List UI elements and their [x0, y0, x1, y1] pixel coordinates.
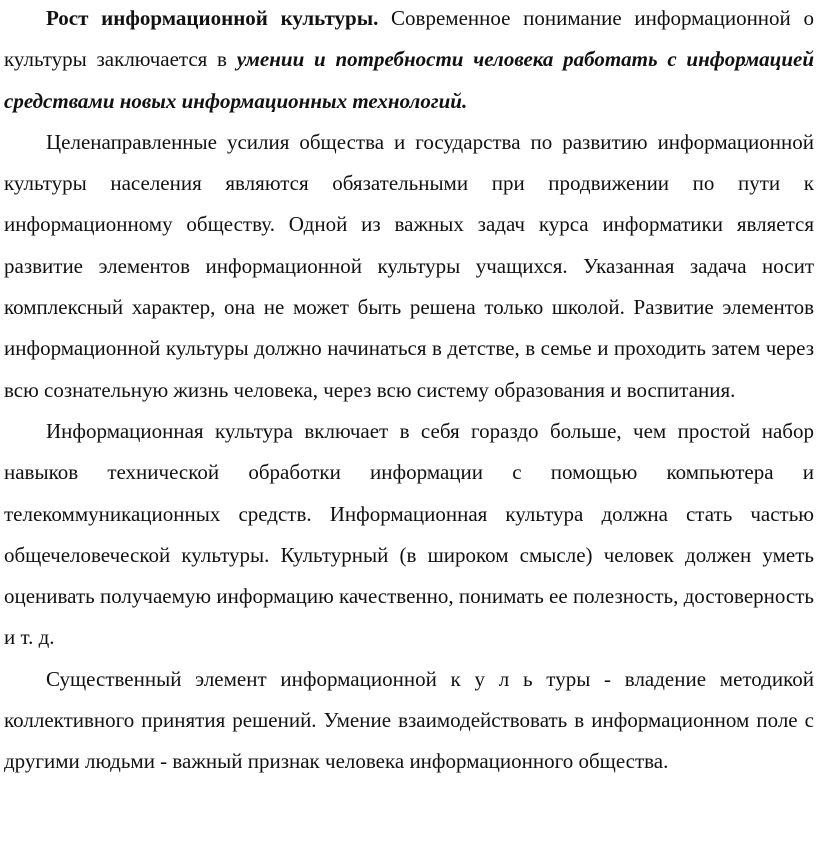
- paragraph-culture-includes: Информационная культура включает в себя гораздо больше, чем простой набор навыков технической обработки информации с помощью компьютера и телекоммуникационных средств. Информационная культура должна стать частью общечеловеческой культуры. Культурный (в широком смысле) человек должен уметь оценивать получаемую информацию качественно, понимать ее полезность, достоверность и т. д.: [4, 418, 814, 650]
- paragraph-information-culture-growth: [4, 0, 814, 122]
- paragraph-society-efforts: Целенаправленные усилия общества и государства по развитию информационной культуры населения являются обязательными при продвижении по пути к информационному обществу. Одной из важных задач курса информатики является развитие элементов информационной культуры учащихся. Указанная задача носит комплексный характер, она не может быть решена только школой. Развитие элементов информационной культуры должно начинаться в детстве, в семье и проходить затем через всю сознательную жизнь человека, через всю систему образования и воспитания.: [4, 129, 814, 402]
- section-heading: Рост информационной культуры.: [46, 6, 379, 30]
- paragraph-text: Современное понимание информационной о культуры заключается в: [4, 6, 814, 72]
- paragraph-collective-decisions: Существенный элемент информационной к у л ь туры - владение методикой коллективного принятия решений. Умение взаимодействовать в информационном поле с другими людьми - важный признак человека информационного общества.: [4, 666, 814, 774]
- emphasized-definition: умении и потребности человека работать с информацией средствами новых информационных технологий.: [4, 47, 815, 113]
